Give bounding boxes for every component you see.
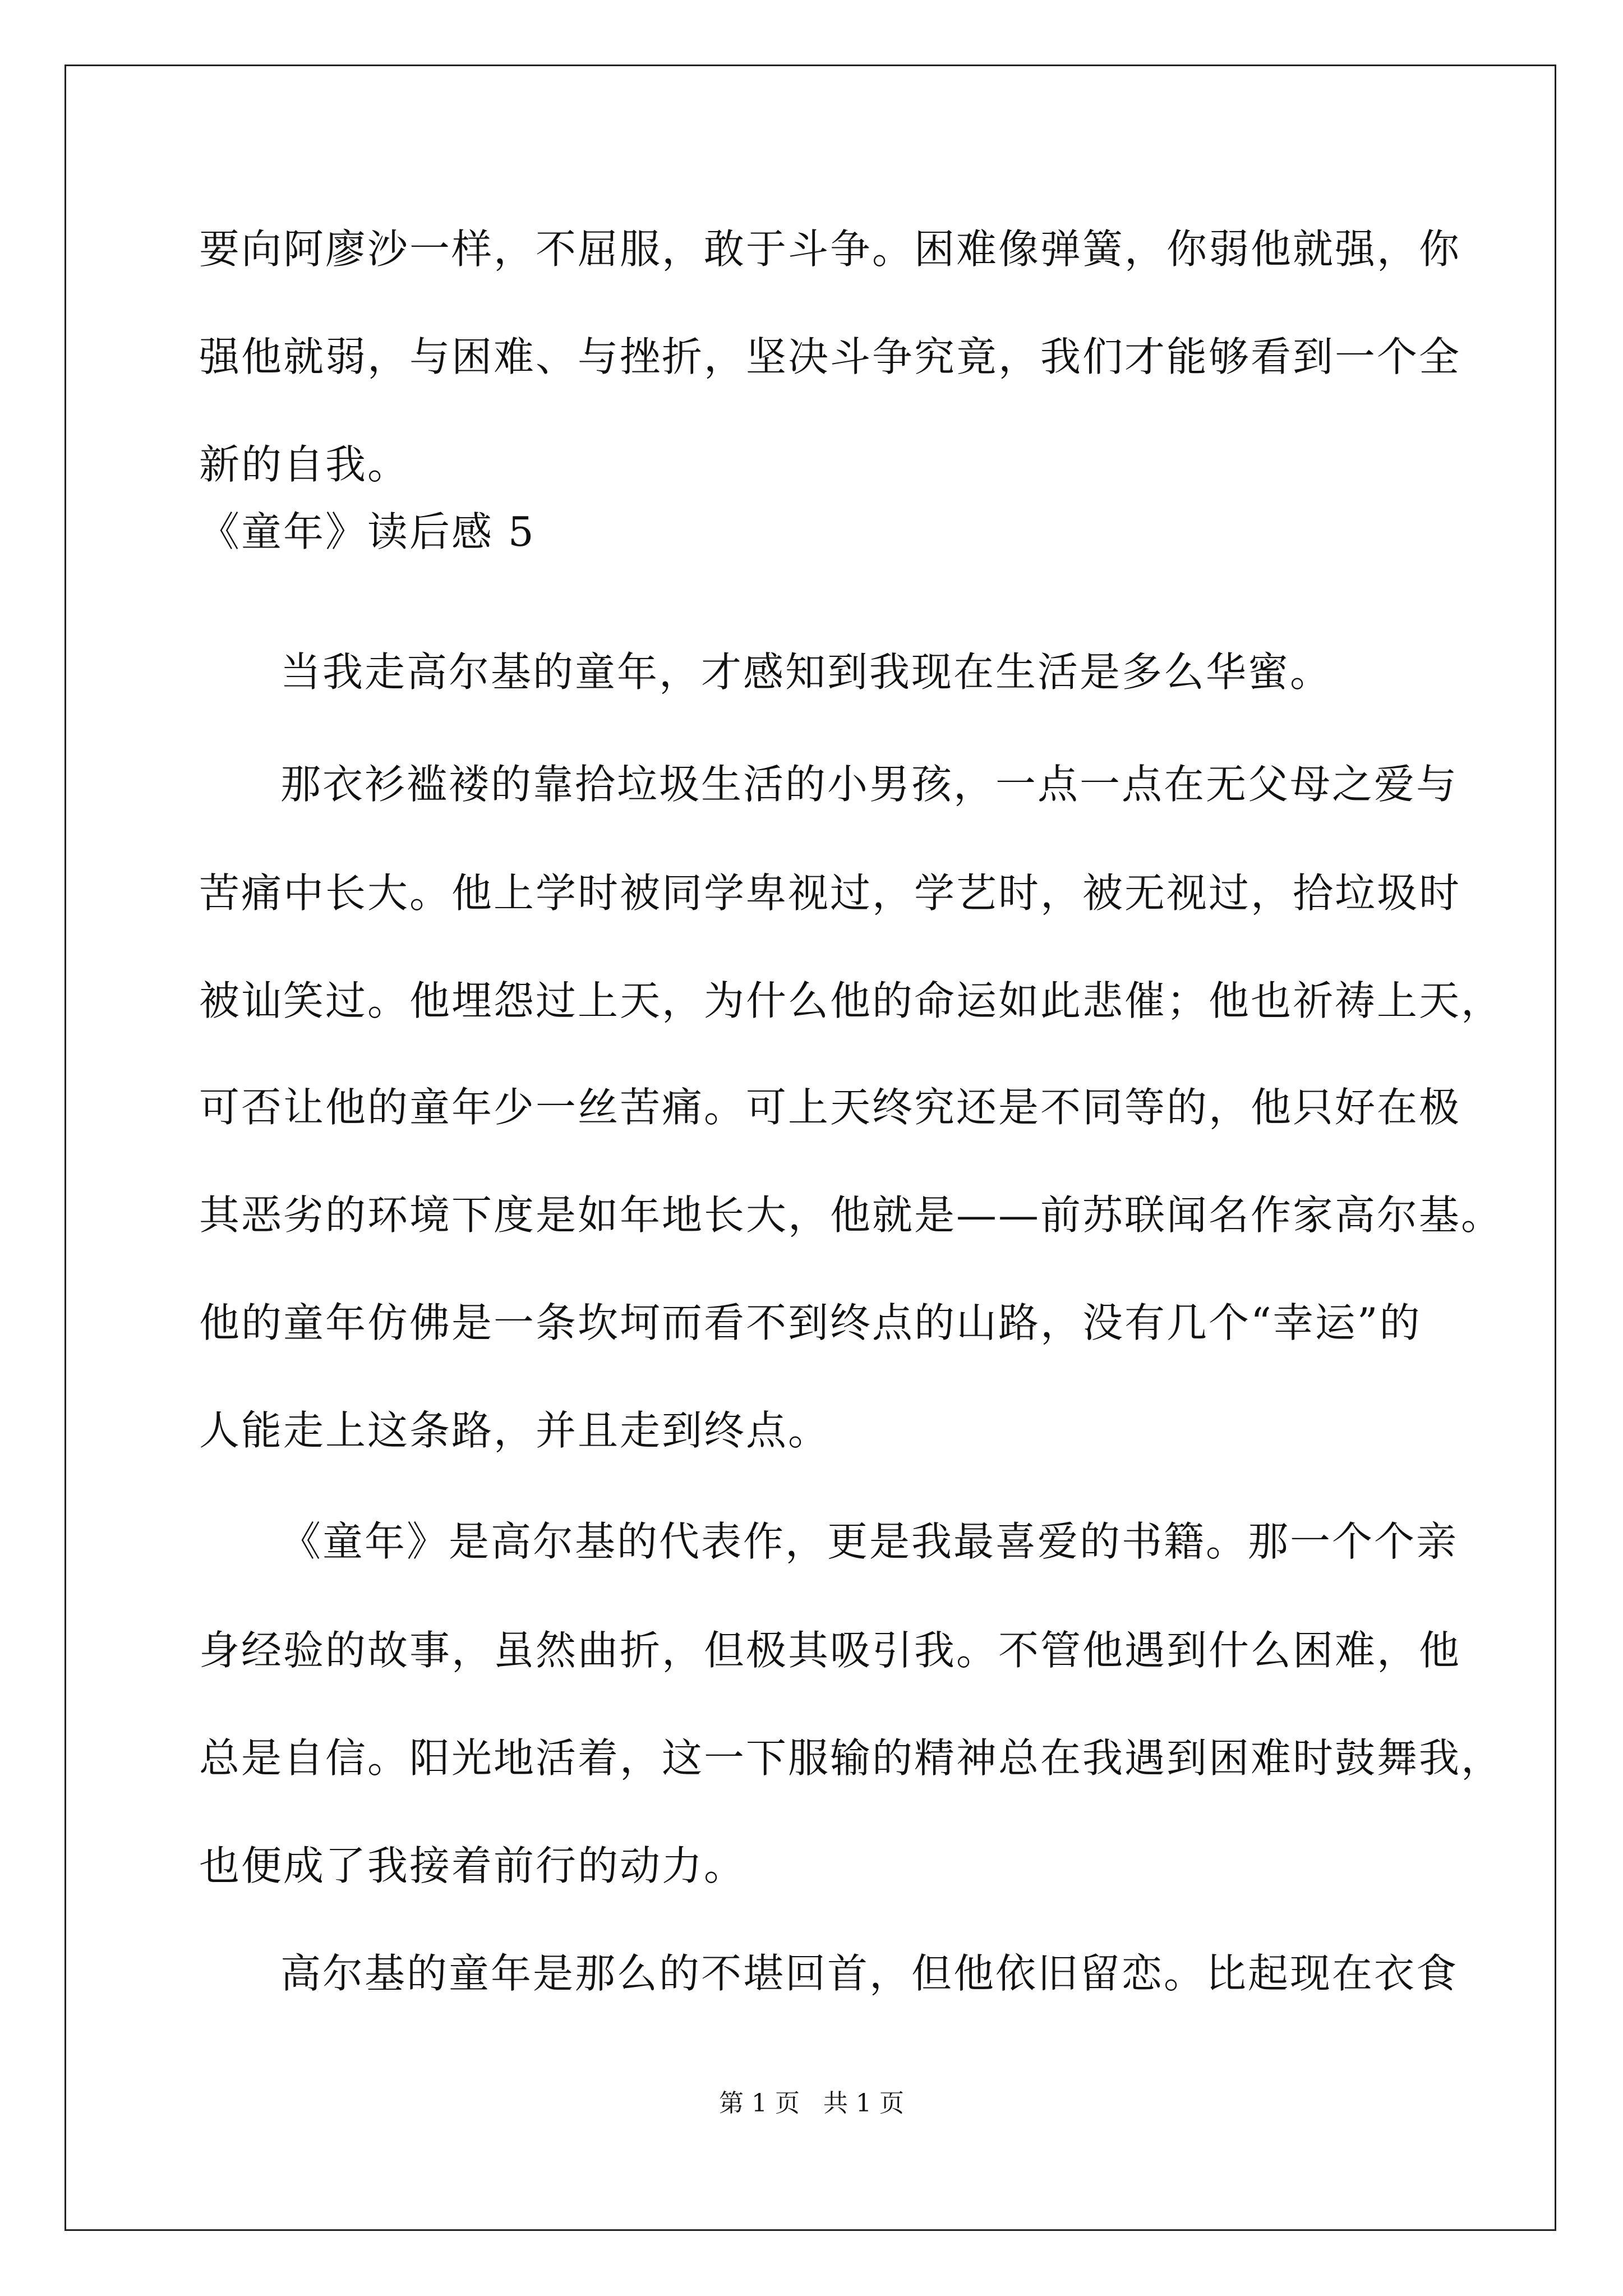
- text-line: 当我走高尔基的童年，才感知到我现在生活是多么华蜜。: [280, 648, 1332, 696]
- text-line: 要向阿廖沙一样，不屈服，敢于斗争。困难像弹簧，你弱他就强，你: [199, 226, 1461, 273]
- page-number-footer: 第 1 页 共 1 页: [719, 2089, 904, 2118]
- text-line: 他的童年仿佛是一条坎坷而看不到终点的山路，没有几个“幸运”的: [199, 1299, 1422, 1346]
- text-line: 那衣衫褴褛的靠拾垃圾生活的小男孩，一点一点在无父母之爱与: [280, 761, 1459, 808]
- page-border: [64, 65, 1556, 2231]
- text-line: 苦痛中长大。他上学时被同学卑视过，学艺时，被无视过，拾垃圾时: [199, 869, 1461, 917]
- text-line: 也便成了我接着前行的动力。: [199, 1842, 746, 1889]
- text-line: 高尔基的童年是那么的不堪回首，但他依旧留恋。比起现在衣食: [280, 1950, 1459, 1997]
- text-line: 其恶劣的环境下度是如年地长大，他就是——前苏联闻名作家高尔基。: [199, 1191, 1504, 1239]
- text-line: 身经验的故事，虽然曲折，但极其吸引我。不管他遇到什么困难，他: [199, 1627, 1461, 1674]
- text-line: 可否让他的童年少一丝苦痛。可上天终究还是不同等的，他只好在极: [199, 1084, 1461, 1131]
- text-line: 总是自信。阳光地活着，这一下服输的精神总在我遇到困难时鼓舞我，: [199, 1734, 1504, 1782]
- text-line: 人能走上这条路，并且走到终点。: [199, 1407, 831, 1454]
- text-line: 《童年》是高尔基的代表作，更是我最喜爱的书籍。那一个个亲: [280, 1518, 1459, 1565]
- text-line: 被讪笑过。他埋怨过上天，为什么他的命运如此悲催；他也祈祷上天，: [199, 977, 1504, 1024]
- section-heading: 《童年》读后感 5: [199, 508, 536, 555]
- text-line: 强他就弱，与困难、与挫折，坚决斗争究竟，我们才能够看到一个全: [199, 333, 1461, 380]
- text-line: 新的自我。: [199, 441, 410, 488]
